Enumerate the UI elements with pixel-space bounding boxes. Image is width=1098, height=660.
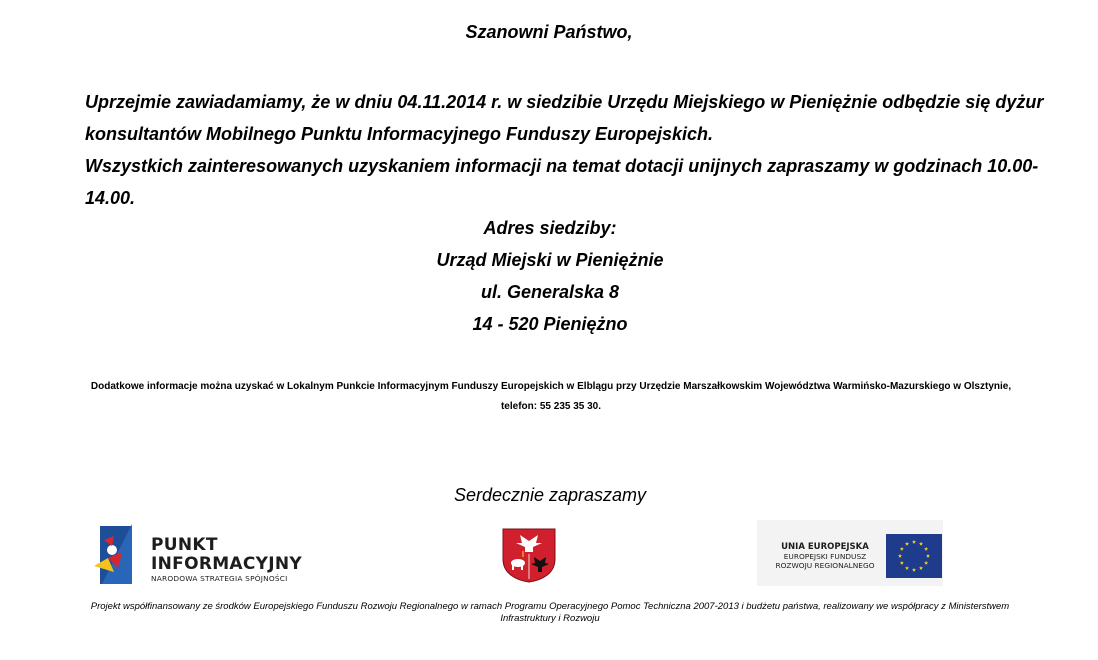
extra-info-text: Dodatkowe informacje można uzyskać w Lokalnym Punkcie Informacyjnym Funduszy Europejskich w Elblągu przy Urzędzie Marszałkowskim Województwa Warmińsko-Mazurskiego w Olsztynie, telefon: 55 235 35 30. xyxy=(90,381,1012,412)
footer-funding-note: Projekt współfinansowany ze środków Europejskiego Funduszu Rozwoju Regionalnego w ramach Programu Operacyjnego Pomoc Techniczna 2007-2013 i budżetu państwa, realizowany we współpracy z Ministerstwem Infrastruktury i Rozwoju xyxy=(90,601,1010,624)
punkt-informacyjny-icon xyxy=(94,522,150,588)
closing-text: Serdecznie zapraszamy xyxy=(453,485,647,505)
address-street: ul. Generalska 8 xyxy=(480,282,620,302)
greeting: Szanowni Państwo, xyxy=(465,22,633,42)
announcement-body xyxy=(85,86,1045,214)
punkt-informacyjny-subtitle: NARODOWA STRATEGIA SPÓJNOŚCI xyxy=(151,574,288,583)
announcement-paragraph: Uprzejmie zawiadamiamy, że w dniu 04.11.2014 r. w siedzibie Urzędu Miejskiego w Pieniężnie odbędzie się dyżur konsultantów Mobilnego Punktu Informacyjnego Funduszy Europejskich. xyxy=(85,92,1044,144)
eu-title: UNIA EUROPEJSKA xyxy=(781,542,869,552)
eu-flag-icon xyxy=(886,534,942,578)
eu-logo xyxy=(757,520,943,586)
eu-logo-text xyxy=(763,542,887,570)
address-heading: Adres siedziby: xyxy=(483,218,617,238)
address-office: Urząd Miejski w Pieniężnie xyxy=(436,250,664,270)
punkt-informacyjny-logo xyxy=(94,522,314,588)
address-city: 14 - 520 Pieniężno xyxy=(472,314,628,334)
eu-fund-line2: ROZWOJU REGIONALNEGO xyxy=(775,561,875,570)
eu-fund-line1: EUROPEJSKI FUNDUSZ xyxy=(783,552,867,561)
coat-of-arms-icon xyxy=(500,527,558,583)
address-block xyxy=(0,212,1098,340)
invitation-paragraph: Wszystkich zainteresowanych uzyskaniem informacji na temat dotacji unijnych zapraszamy w godzinach 10.00-14.00. xyxy=(85,156,1039,208)
punkt-informacyjny-title: PUNKT INFORMACYJNY xyxy=(151,535,303,574)
